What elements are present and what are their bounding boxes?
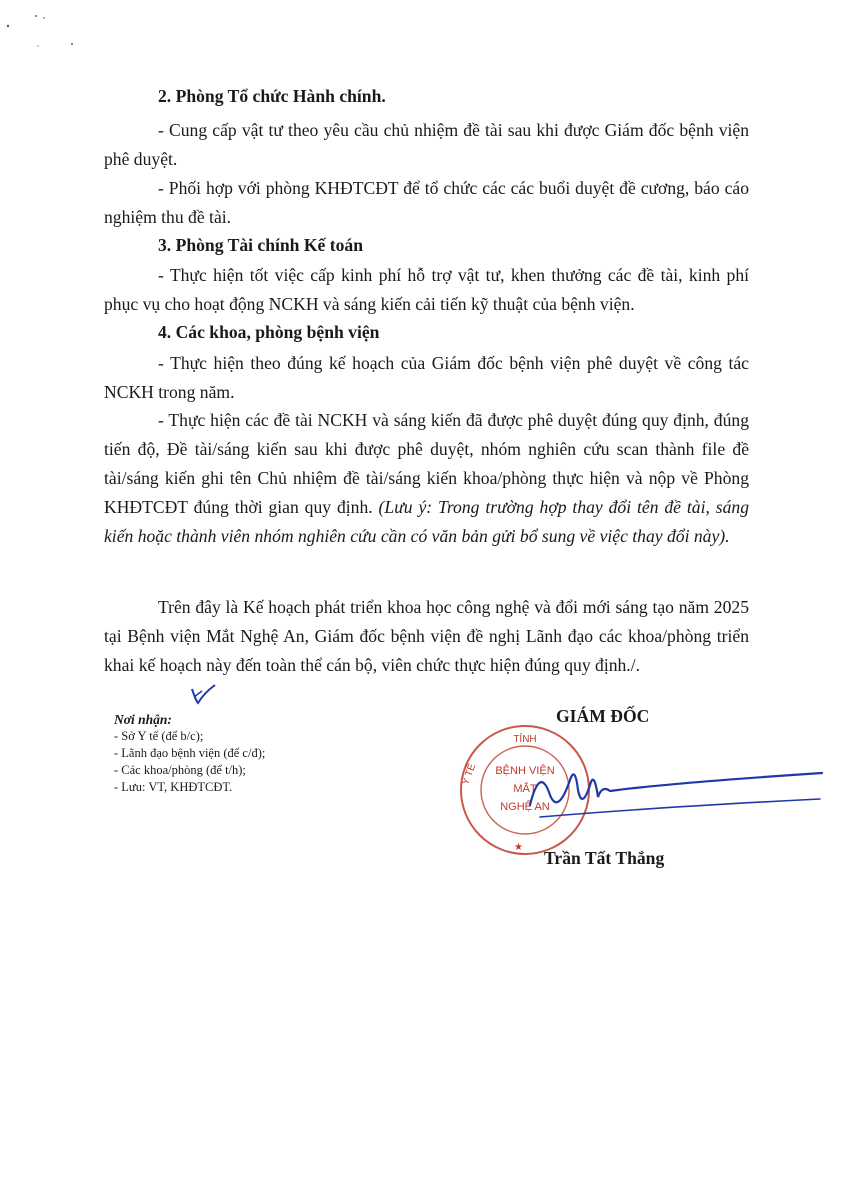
section-4-item-2-note: (Lưu ý: Trong trường hợp thay đổi tên đề tài, sáng kiến hoặc thành viên nhóm nghiên cứu cần có văn bản gửi bổ sung về việc thay đổi này).: [104, 497, 749, 546]
section-3-heading: 3. Phòng Tài chính Kế toán: [158, 235, 363, 255]
section-4-item-2: [104, 406, 749, 551]
recipient-item: - Lưu: VT, KHĐTCĐT.: [114, 780, 233, 794]
signer-title: GIÁM ĐỐC: [556, 706, 650, 726]
signer-name: Trần Tất Thắng: [544, 848, 665, 868]
closing-paragraph: Trên đây là Kế hoạch phát triển khoa học công nghệ và đổi mới sáng tạo năm 2025 tại Bệnh viện Mắt Nghệ An, Giám đốc bệnh viện đề nghị Lãnh đạo các khoa/phòng triển khai kế hoạch này đến toàn thể cán bộ, viên chức thực hiện đúng quy định./.: [104, 597, 749, 675]
recipient-item: - Sở Y tế (để b/c);: [114, 729, 204, 743]
section-4-heading: 4. Các khoa, phòng bệnh viện: [158, 322, 380, 342]
section-2-item-2: - Phối hợp với phòng KHĐTCĐT để tổ chức các các buổi duyệt đề cương, báo cáo nghiệm thu đề tài.: [104, 178, 749, 227]
recipients-block: [114, 711, 265, 796]
section-3-item-1: - Thực hiện tốt việc cấp kinh phí hỗ trợ vật tư, khen thưởng các đề tài, kinh phí phục vụ cho hoạt động NCKH và sáng kiến cải tiến kỹ thuật của bệnh viện.: [104, 265, 749, 314]
recipients-label: Nơi nhận:: [114, 712, 172, 727]
section-4-item-2-text: - Thực hiện các đề tài NCKH và sáng kiến đã được phê duyệt đúng quy định, đúng tiến độ, Đề tài/sáng kiến sau khi được phê duyệt, nhóm nghiên cứu scan thành file đề tài/sáng kiến ghi tên Chủ nhiệm đề tài/sáng kiến khoa/phòng thực hiện và nộp về Phòng KHĐTCĐT đúng thời gian quy định.: [104, 410, 749, 517]
handwritten-signature: [520, 755, 830, 825]
seal-star: ★: [514, 842, 523, 853]
section-4-item-1: - Thực hiện theo đúng kế hoạch của Giám đốc bệnh viện phê duyệt về công tác NCKH trong năm.: [104, 353, 749, 402]
seal-top-text: TỈNH: [513, 734, 537, 745]
seal-line-1: BỆNH VIỆN: [495, 765, 555, 777]
seal-line-2: MẮT: [513, 783, 537, 795]
recipient-item: - Các khoa/phòng (để t/h);: [114, 763, 246, 777]
scan-specks: [0, 0, 90, 60]
section-2-item-1: - Cung cấp vật tư theo yêu cầu chủ nhiệm đề tài sau khi được Giám đốc bệnh viện phê duyệt.: [104, 120, 749, 169]
seal-left-text: Y TẾ: [460, 762, 479, 787]
seal-line-3: NGHỆ AN: [500, 801, 550, 813]
section-2-heading: 2. Phòng Tổ chức Hành chính.: [158, 86, 386, 106]
initial-mark: [188, 683, 218, 707]
recipient-item: - Lãnh đạo bệnh viện (để c/đ);: [114, 746, 266, 760]
